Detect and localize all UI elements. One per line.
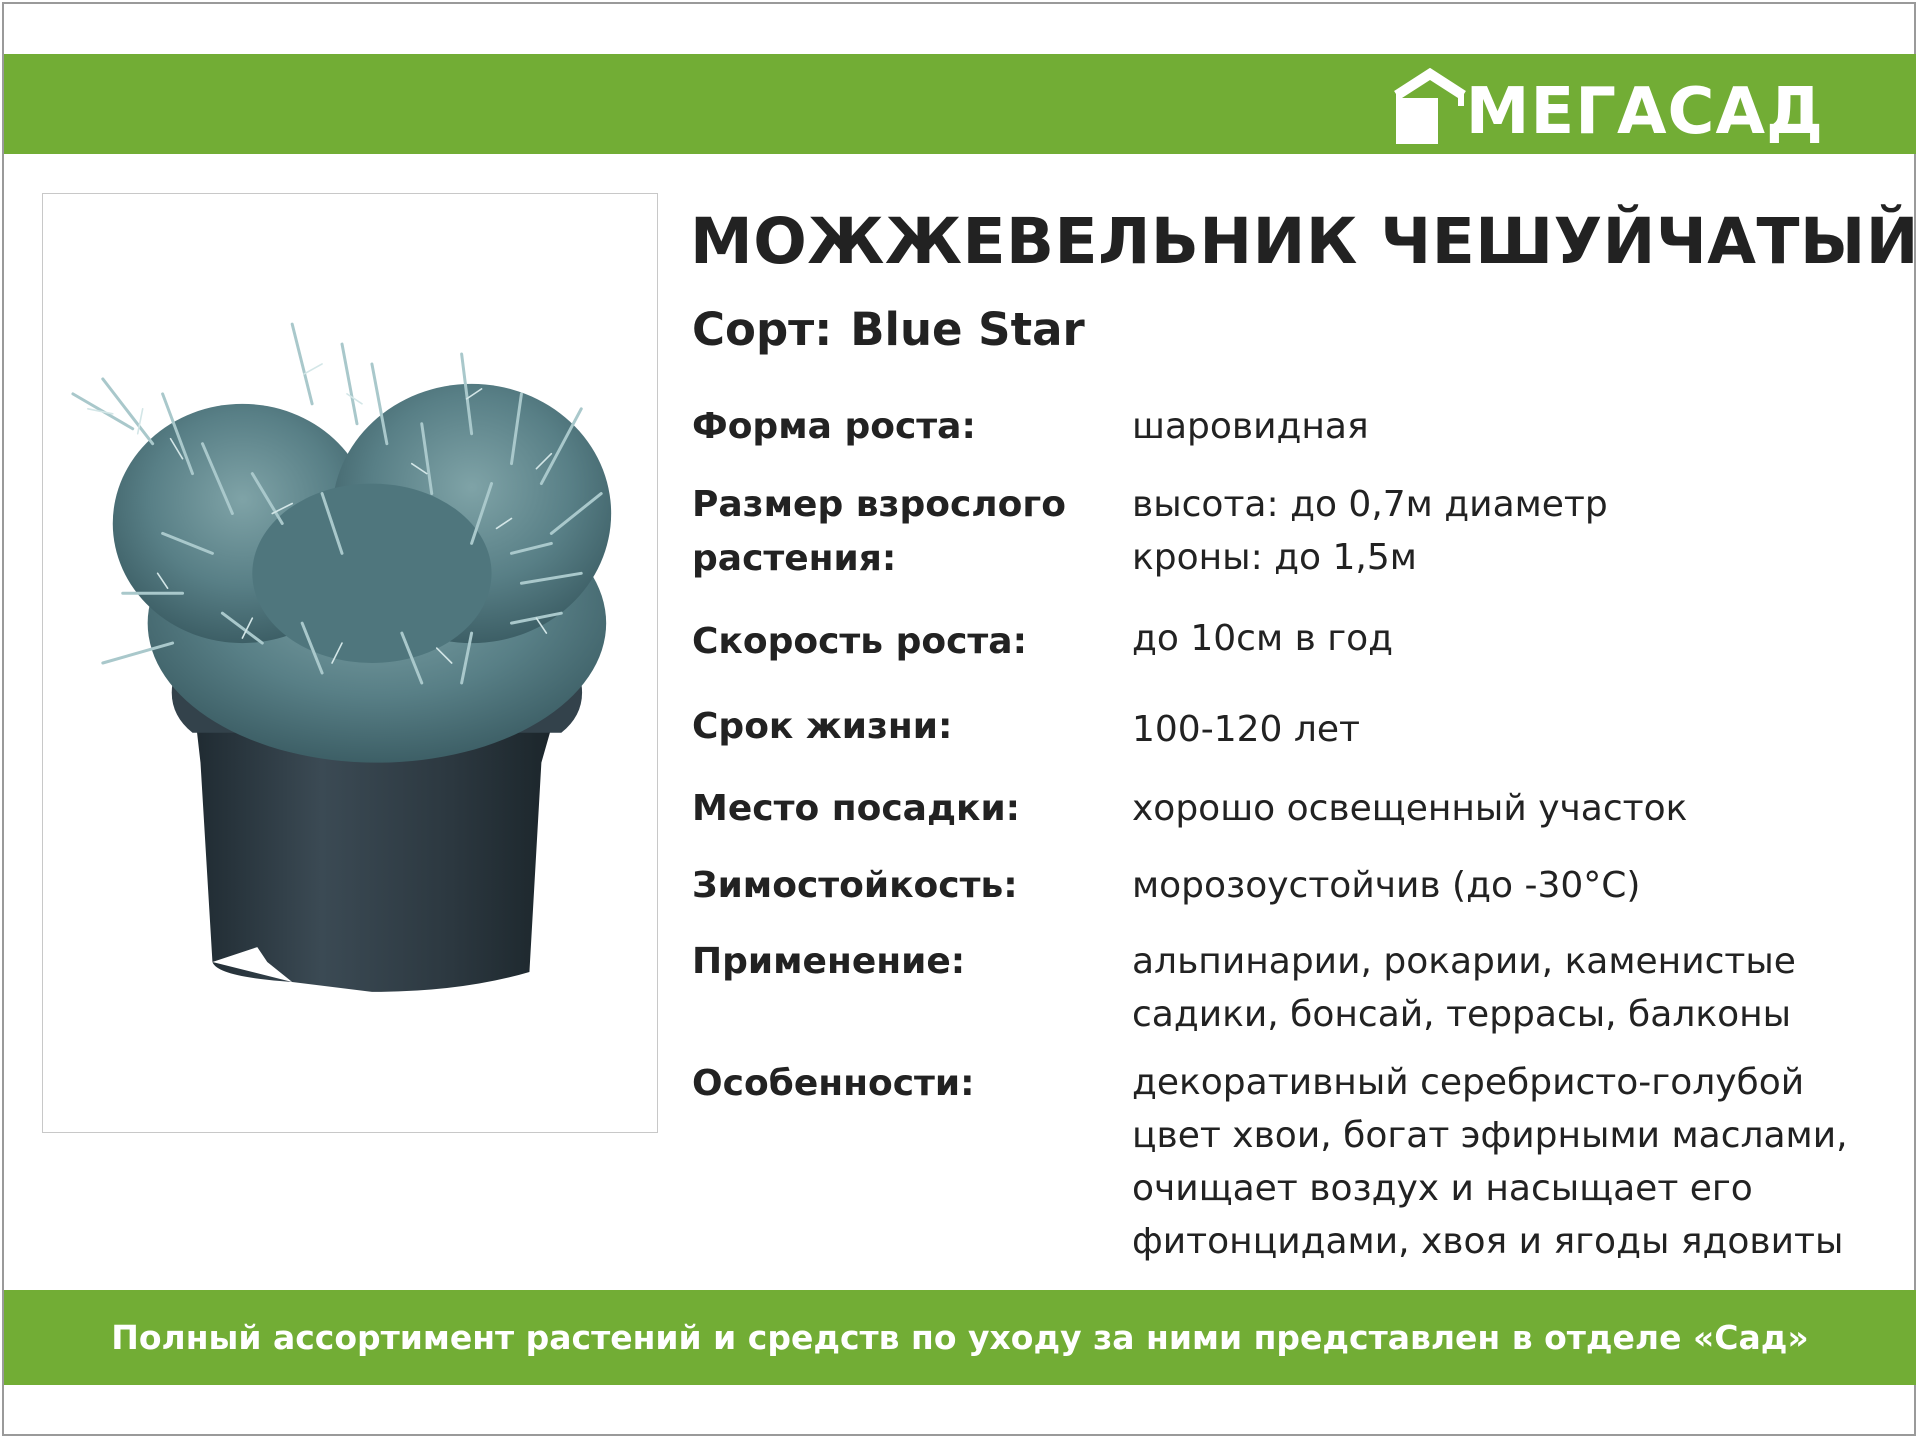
product-photo <box>42 193 658 1133</box>
spec-label-hardiness: Зимостойкость: <box>692 865 1018 906</box>
brand-name: МЕГАСАД <box>1465 75 1824 149</box>
variety-name: Blue Star <box>850 303 1085 356</box>
spec-value-growth-form: шаровидная <box>1132 406 1369 447</box>
spec-value-features: декоративный серебристо-голубой цвет хвои, богат эфирными маслами, очищает воздух и насыщает его фитонцидами, хвоя и ягоды ядовиты <box>1132 1062 1848 1262</box>
spec-value-usage: альпинарии, рокарии, каменистые садики, бонсай, террасы, балконы <box>1132 941 1796 1035</box>
spec-label-lifespan: Срок жизни: <box>692 706 953 747</box>
variety-label: Сорт: <box>692 303 833 356</box>
footer-band <box>4 1290 1916 1385</box>
spec-label-features: Особенности: <box>692 1063 975 1104</box>
spec-value-hardiness: морозоустойчив (до -30°С) <box>1132 865 1641 906</box>
product-title: МОЖЖЕВЕЛЬНИК ЧЕШУЙЧАТЫЙ <box>690 205 1920 278</box>
potted-juniper-image <box>43 194 657 1132</box>
spec-label-usage: Применение: <box>692 941 966 982</box>
spec-value-lifespan: 100-120 лет <box>1132 709 1360 750</box>
brand-logo <box>1392 64 1824 149</box>
spec-value-size: высота: до 0,7м диаметр кроны: до 1,5м <box>1132 484 1608 578</box>
house-icon <box>1392 68 1468 146</box>
footer-text: Полный ассортимент растений и средств по уходу за ними представлен в отделе «Сад» <box>111 1318 1809 1357</box>
spec-value-growth-rate: до 10см в год <box>1132 618 1394 659</box>
spec-value-planting-site: хорошо освещенный участок <box>1132 788 1688 829</box>
variety-line <box>692 303 1085 356</box>
spec-label-planting-site: Место посадки: <box>692 788 1021 829</box>
spec-label-size: Размер взрослого растения: <box>692 484 1066 579</box>
spec-label-growth-rate: Скорость роста: <box>692 621 1027 662</box>
spec-label-growth-form: Форма роста: <box>692 406 976 447</box>
